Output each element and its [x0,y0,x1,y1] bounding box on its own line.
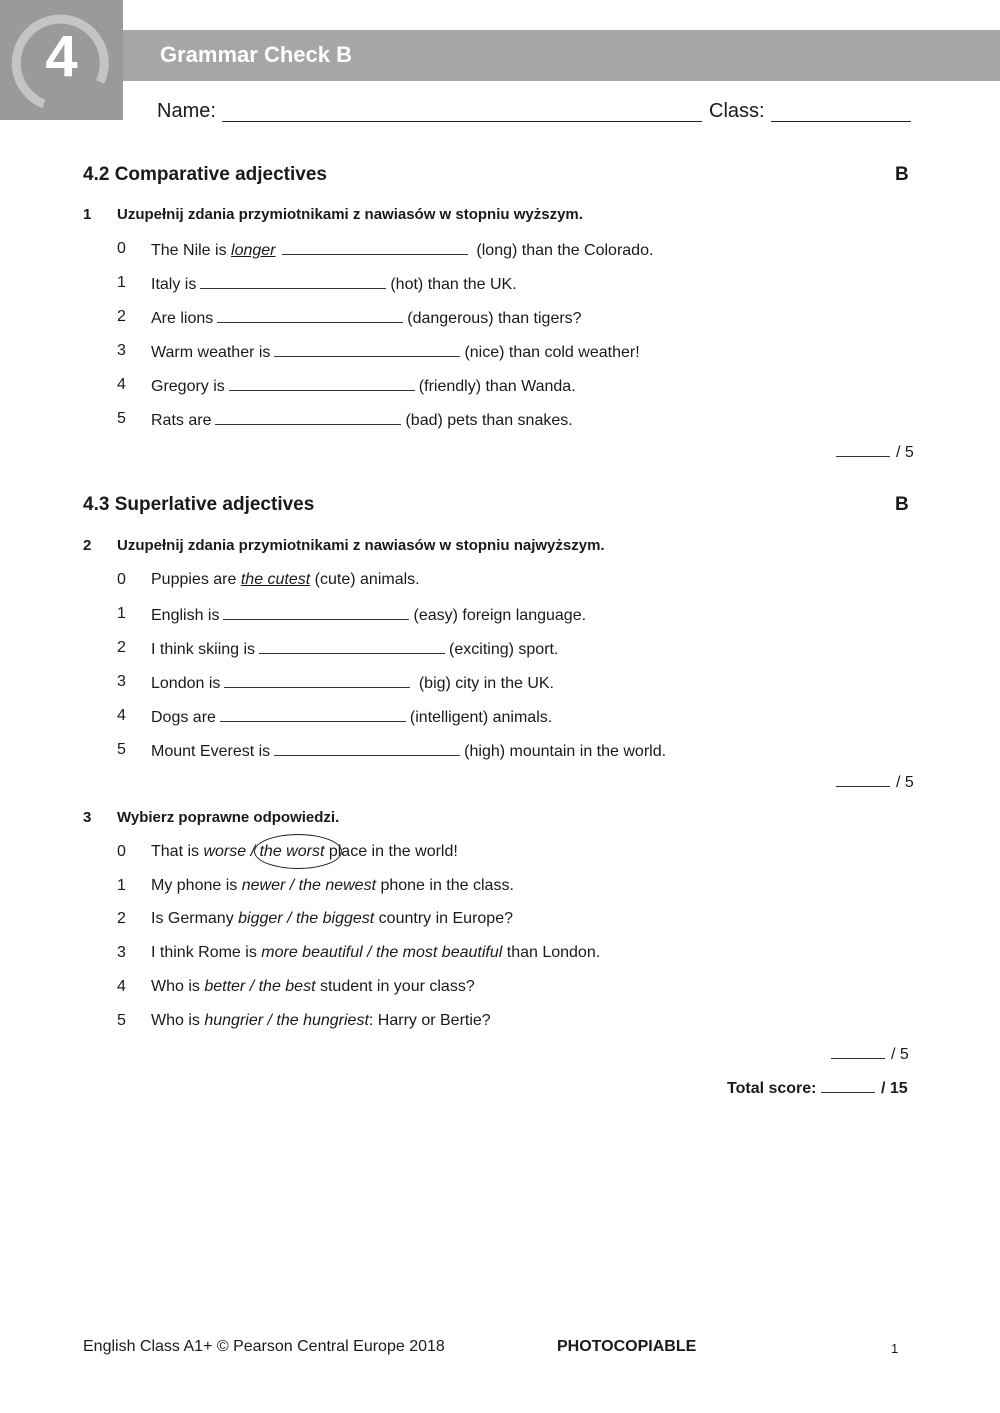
footer-photocopiable: PHOTOCOPIABLE [557,1338,697,1355]
item-text-before: The Nile is [151,242,227,259]
item-text-before: London is [151,675,221,692]
answer-blank[interactable] [223,605,409,620]
section-title: 4.2 Comparative adjectives [83,164,327,185]
section-score [831,1046,909,1064]
item-number: 3 [117,673,126,690]
class-field[interactable] [771,121,911,122]
score-max: / 5 [896,774,914,791]
page-number: 1 [891,1341,899,1356]
exercise-number: 3 [83,809,92,826]
item-number: 1 [117,605,126,622]
answer-options[interactable]: worse / the worst [203,843,325,860]
item-number: 0 [117,240,126,257]
item-text-after: (friendly) than Wanda. [418,378,576,395]
answer-options[interactable]: hungrier / the hungriest [204,1012,369,1029]
item-text-after: (big) city in the UK. [414,675,554,692]
exercise-instruction: Uzupełnij zdania przymiotnikami z nawiasów w stopniu najwyższym. [117,537,605,554]
title-band [123,30,1000,81]
item-text-after: (exciting) sport. [449,641,559,658]
answer-blank[interactable] [217,308,403,323]
example-answer: the cutest [240,571,311,588]
item-text-after: (nice) than cold weather! [464,344,640,361]
item-text-after: (high) mountain in the world. [464,743,667,760]
item-text-after: (hot) than the UK. [390,276,517,293]
score-blank[interactable] [836,774,890,787]
item-number: 4 [117,707,126,724]
item-number: 2 [117,910,126,927]
exercise-number: 2 [83,537,92,554]
item-text-after: (cute) animals. [314,571,420,588]
answer-blank[interactable] [200,274,386,289]
item-text-before: Dogs are [151,709,216,726]
example-answer-circle [254,834,342,869]
version-letter: B [895,494,909,515]
exercise-item [151,376,576,396]
section-score [836,444,914,462]
exercise-item [151,978,475,996]
item-text-after: : Harry or Bertie? [368,1012,491,1029]
exercise-item [151,1012,491,1030]
score-max: / 5 [896,444,914,461]
total-score [727,1080,908,1098]
answer-options[interactable]: better / the best [204,978,316,995]
exercise-instruction: Uzupełnij zdania przymiotnikami z nawiasów w stopniu wyższym. [117,206,583,223]
item-text-after: (long) than the Colorado. [476,242,654,259]
exercise-item [151,342,640,362]
answer-blank[interactable] [274,741,460,756]
item-number: 5 [117,1012,126,1029]
item-text-before: Who is [151,978,205,995]
item-text-after: (bad) pets than snakes. [405,412,573,429]
item-text-before: Mount Everest is [151,743,271,760]
unit-number: 4 [45,24,78,89]
footer-copyright: English Class A1+ © Pearson Central Europe 2018 [83,1338,445,1355]
item-text-before: Puppies are [151,571,237,588]
item-text-before: I think Rome is [151,944,262,961]
total-score-label: Total score: [727,1080,817,1097]
exercise-item [151,274,517,294]
item-text-before: Are lions [151,310,214,327]
item-text-before: Who is [151,1012,205,1029]
total-score-blank[interactable] [821,1080,875,1093]
item-number: 5 [117,741,126,758]
exercise-item [151,944,600,962]
item-number: 1 [117,877,126,894]
answer-blank[interactable] [229,376,415,391]
item-text-before: My phone is [151,877,242,894]
answer-options[interactable]: newer / the newest [241,877,377,894]
item-text-before: I think skiing is [151,641,256,658]
answer-options[interactable]: more beautiful / the most beautiful [261,944,503,961]
page-title: Grammar Check B [160,42,352,67]
unit-badge [0,0,123,120]
item-number: 0 [117,843,126,860]
name-label: Name: [157,100,216,122]
answer-options[interactable]: bigger / the biggest [238,910,375,927]
item-number: 3 [117,342,126,359]
exercise-item [151,605,586,625]
version-letter: B [895,164,909,185]
answer-blank[interactable] [282,240,468,255]
item-text-after: place in the world! [324,843,458,860]
answer-blank[interactable] [220,707,406,722]
exercise-item [151,240,653,260]
answer-blank[interactable] [274,342,460,357]
exercise-item [151,741,666,761]
item-text-after: student in your class? [315,978,475,995]
example-answer: longer [231,242,276,259]
class-label: Class: [709,100,765,122]
item-text-after: phone in the class. [376,877,514,894]
item-text-after: (intelligent) animals. [409,709,553,726]
exercise-instruction: Wybierz poprawne odpowiedzi. [117,809,340,826]
item-text-before: Italy is [151,276,197,293]
item-text-after: (dangerous) than tigers? [407,310,582,327]
item-text-before: Is Germany [151,910,239,927]
exercise-item [151,639,558,659]
answer-blank[interactable] [224,673,410,688]
item-text-after: (easy) foreign language. [413,607,587,624]
score-blank[interactable] [831,1046,885,1059]
exercise-item [151,673,554,693]
item-text-before: English is [151,607,220,624]
item-number: 3 [117,944,126,961]
item-number: 4 [117,978,126,995]
item-text-before: Rats are [151,412,212,429]
name-field[interactable] [222,121,702,122]
section-score [836,774,914,792]
exercise-item [151,707,552,727]
exercise-item [151,410,573,430]
exercise-item [151,877,514,895]
item-text-before: Warm weather is [151,344,271,361]
item-text-before: That is [151,843,204,860]
score-blank[interactable] [836,444,890,457]
score-max: / 5 [891,1046,909,1063]
exercise-item [151,308,582,328]
item-text-after: than London. [502,944,601,961]
answer-blank[interactable] [259,639,445,654]
answer-blank[interactable] [215,410,401,425]
exercise-item [151,571,420,589]
item-number: 0 [117,571,126,588]
item-number: 1 [117,274,126,291]
total-score-max: / 15 [880,1080,908,1097]
exercise-item [151,910,513,928]
item-number: 4 [117,376,126,393]
item-text-after: country in Europe? [374,910,513,927]
item-number: 5 [117,410,126,427]
section-title: 4.3 Superlative adjectives [83,494,315,515]
item-number: 2 [117,639,126,656]
exercise-number: 1 [83,206,92,223]
item-number: 2 [117,308,126,325]
item-text-before: Gregory is [151,378,225,395]
